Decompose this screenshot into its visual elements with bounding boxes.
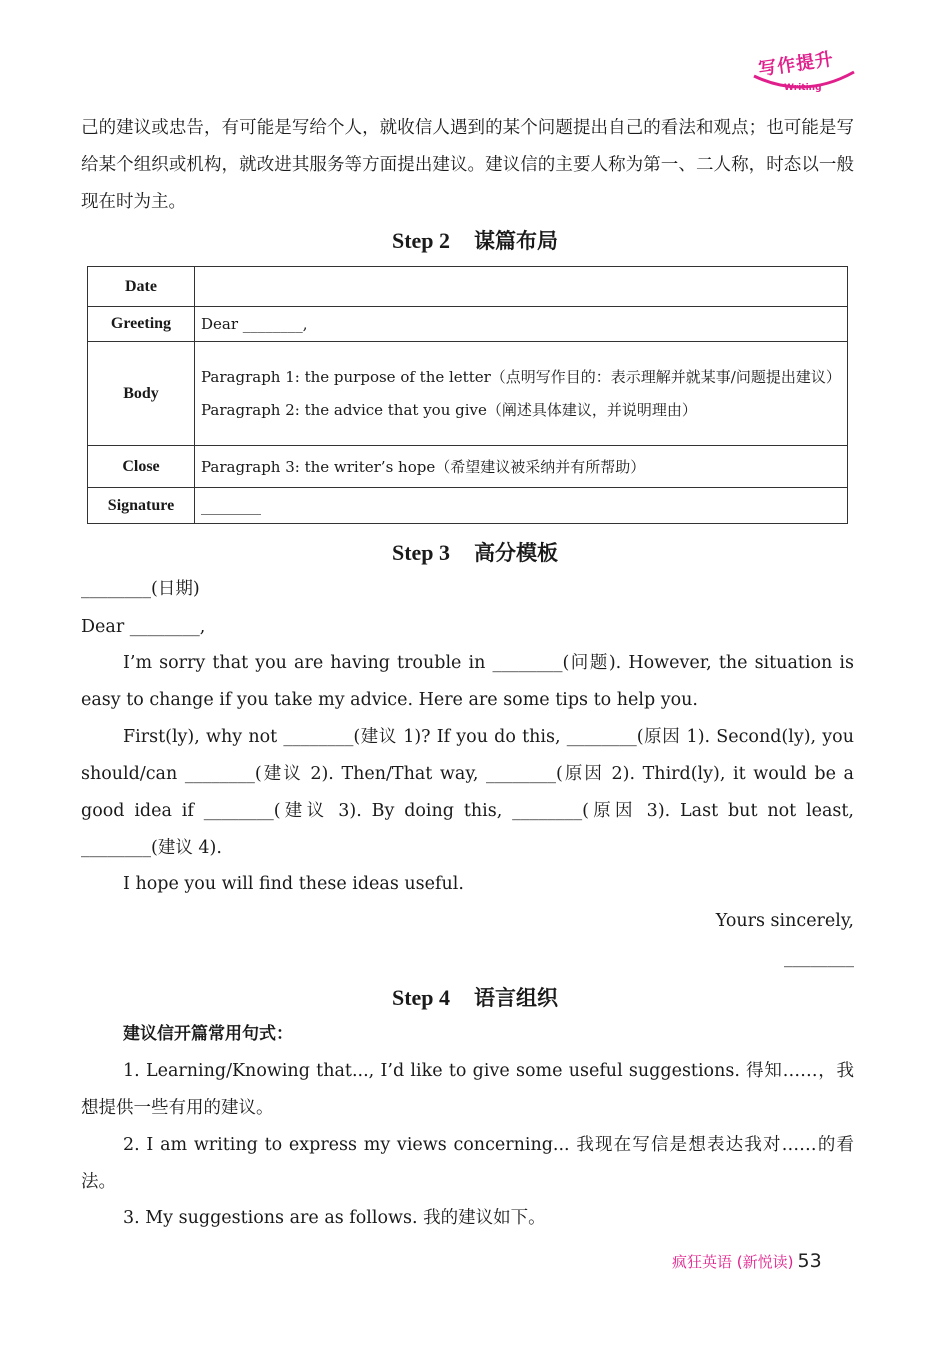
logo-title: 写作提升 bbox=[757, 48, 836, 81]
page-footer bbox=[672, 1250, 822, 1272]
language-heading: 建议信开篇常用句式： bbox=[123, 1024, 293, 1044]
step4-heading bbox=[0, 982, 950, 1012]
greeting-label: Greeting bbox=[88, 307, 195, 342]
step2-heading bbox=[0, 225, 950, 255]
body-paragraph-2: Paragraph 2: the advice that you give（阐述具体建议，并说明理由） bbox=[201, 400, 697, 419]
body-label: Body bbox=[88, 342, 195, 446]
step3-heading bbox=[0, 537, 950, 567]
language-item-3: 3. My suggestions are as follows. 我的建议如下。 bbox=[123, 1208, 546, 1228]
table-row bbox=[88, 342, 848, 446]
step2-title: 谋篇布局 bbox=[474, 229, 559, 253]
signature-label: Signature bbox=[88, 488, 195, 524]
template-dear-line: Dear ________, bbox=[81, 617, 206, 637]
step3-title: 高分模板 bbox=[474, 541, 559, 565]
language-item-2: 2. I am writing to express my views concerning... 我现在写信是想表达我对……的看法。 bbox=[81, 1135, 854, 1192]
body-cell bbox=[195, 342, 848, 446]
page-number: 53 bbox=[797, 1250, 822, 1272]
step4-label: Step 4 bbox=[391, 985, 451, 1010]
template-paragraph-3: I hope you will find these ideas useful. bbox=[123, 874, 464, 894]
greeting-cell: Dear ________, bbox=[195, 307, 848, 342]
template-closing: Yours sincerely, bbox=[715, 911, 854, 931]
table-row bbox=[88, 307, 848, 342]
signature-cell: ________ bbox=[195, 488, 848, 524]
table-row bbox=[88, 488, 848, 524]
date-cell bbox=[195, 267, 848, 307]
template-date-line: ________(日期) bbox=[81, 579, 200, 599]
close-label: Close bbox=[88, 446, 195, 488]
letter-outline-table bbox=[87, 266, 848, 524]
table-row bbox=[88, 446, 848, 488]
template-paragraph-2: First(ly), why not ________(建议 1)? If you do this, ________(原因 1). Second(ly), you should/can ________(建议 2). Then/That way, ________(原因 2). Third(ly), it would be a good idea if ________(建议 3). By doing this, ________(原因 3). Last but not least, ________(建议 4). bbox=[81, 727, 854, 858]
step2-label: Step 2 bbox=[391, 228, 451, 253]
section-logo bbox=[752, 48, 862, 104]
language-item-1: 1. Learning/Knowing that..., I’d like to give some useful suggestions. 得知……，我想提供一些有用的建议。 bbox=[81, 1061, 854, 1118]
footer-book-title: 疯狂英语 (新悦读) bbox=[672, 1253, 794, 1271]
logo-subtitle: Writing bbox=[784, 83, 822, 93]
step4-title: 语言组织 bbox=[474, 986, 559, 1010]
table-row bbox=[88, 267, 848, 307]
template-signature: ________ bbox=[784, 948, 854, 968]
intro-paragraph: 己的建议或忠告，有可能是写给个人，就收信人遇到的某个问题提出自己的看法和观点；也可能是写给某个组织或机构，就改进其服务等方面提出建议。建议信的主要人称为第一、二人称，时态以一般现在时为主。 bbox=[81, 118, 854, 212]
date-label: Date bbox=[88, 267, 195, 307]
step3-label: Step 3 bbox=[391, 540, 451, 565]
template-paragraph-1: I’m sorry that you are having trouble in ________(问题). However, the situation is easy to change if you take my advice. Here are some tips to help you. bbox=[81, 653, 854, 710]
body-paragraph-1: Paragraph 1: the purpose of the letter（点明写作目的：表示理解并就某事/问题提出建议） bbox=[201, 367, 841, 386]
close-cell: Paragraph 3: the writer’s hope（希望建议被采纳并有所帮助） bbox=[195, 446, 848, 488]
